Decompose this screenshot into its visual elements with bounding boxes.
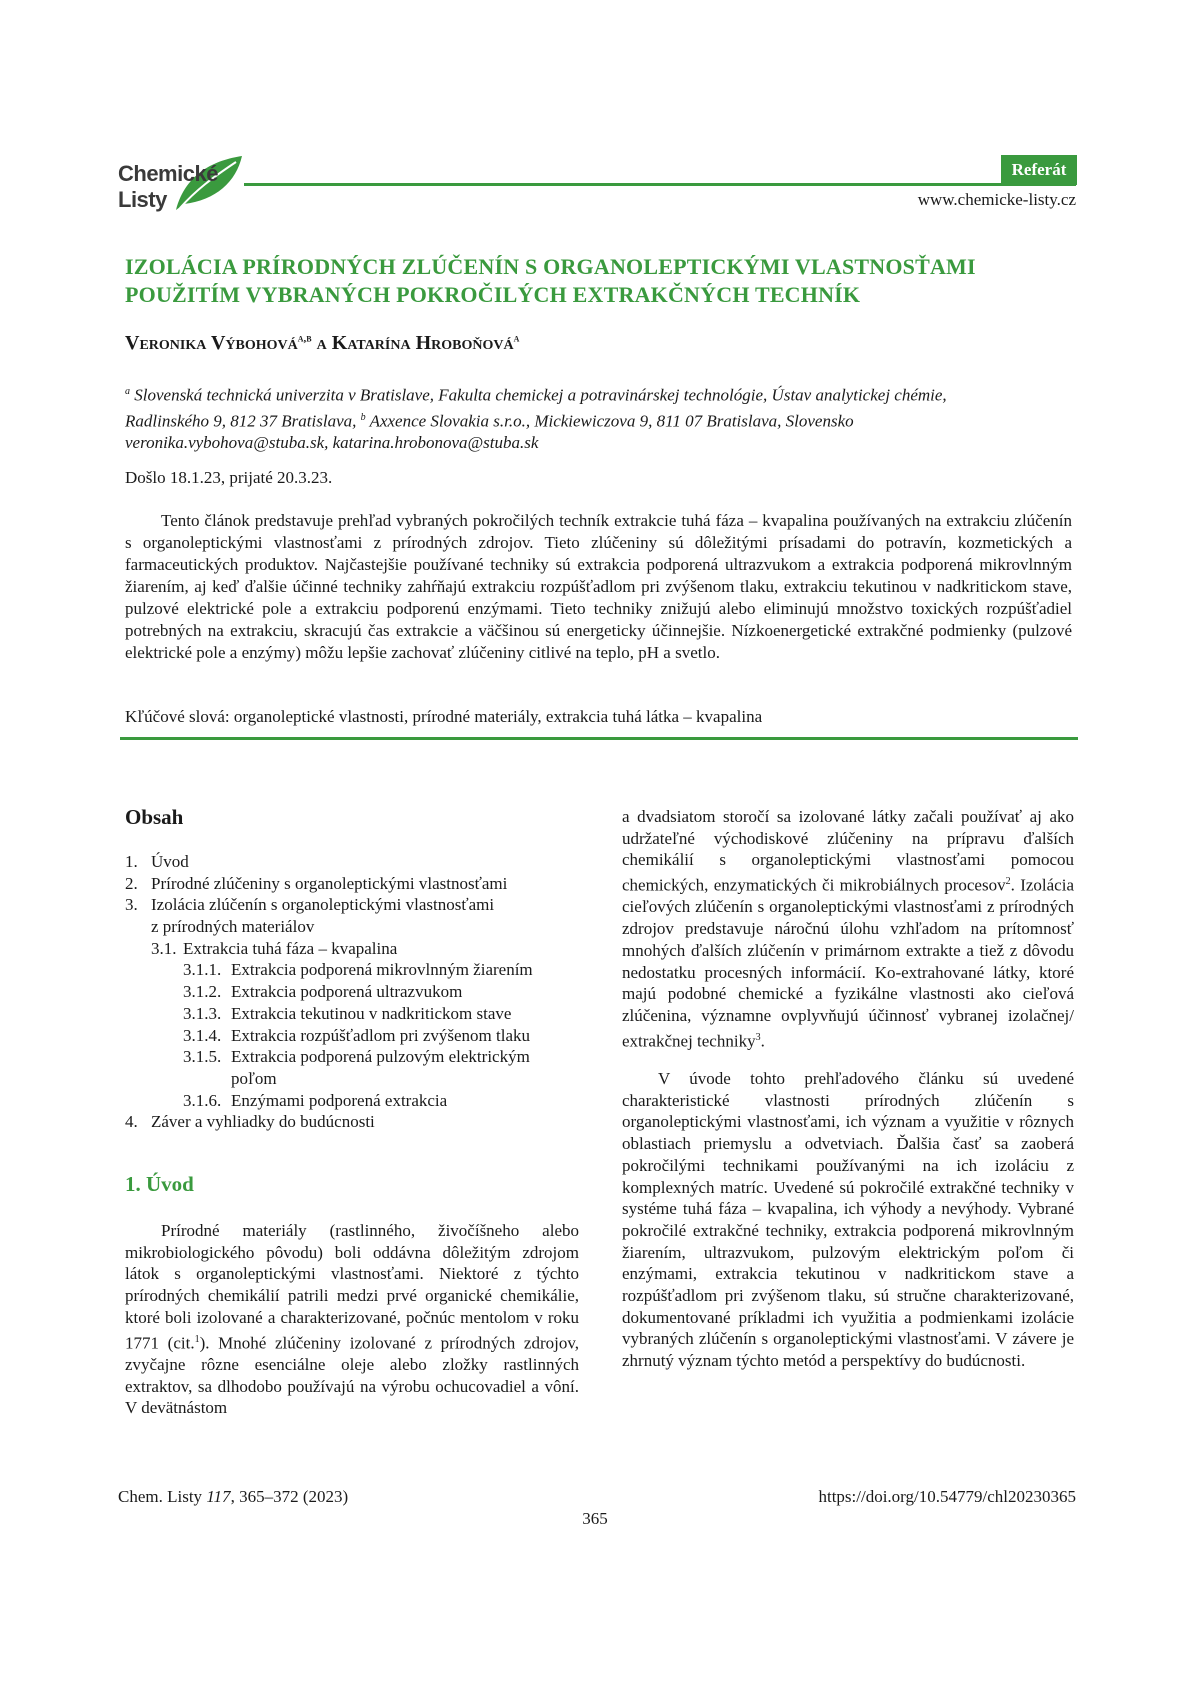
- toc-item-label: Úvod: [151, 852, 189, 871]
- toc-item-number: 3.1.6.: [183, 1090, 222, 1110]
- author-conjunction: a: [311, 332, 332, 354]
- journal-logo: [118, 152, 248, 214]
- affil-b-marker: b: [360, 411, 366, 423]
- toc-item-label: poľom: [231, 1068, 277, 1088]
- citation-2[interactable]: 2: [1005, 876, 1011, 888]
- section-1-heading: 1. Úvod: [125, 1172, 194, 1196]
- toc-item-number: 3.1.3.: [183, 1003, 222, 1023]
- intro-paragraph-1-continued: [622, 806, 1074, 1052]
- toc-item-label: Izolácia zlúčenín s organoleptickými vlastnosťami: [151, 895, 495, 915]
- toc-item-number: 3.1.2.: [183, 982, 222, 1002]
- toc-item-label: Extrakcia podporená ultrazvukom: [231, 982, 463, 1002]
- toc-item-number: 3.: [125, 895, 138, 915]
- intro-paragraph-1: [125, 1220, 579, 1419]
- journal-name: Chem. Listy: [118, 1487, 207, 1506]
- toc-item[interactable]: [125, 894, 585, 916]
- authors: [125, 332, 519, 355]
- author-2: Katarína Hroboňová: [331, 332, 514, 354]
- logo-text-line2: Listy: [118, 187, 167, 212]
- toc-item[interactable]: [125, 1003, 585, 1025]
- toc-item[interactable]: [125, 1046, 585, 1068]
- toc-item-label: Enzýmami podporená extrakcia: [231, 1090, 448, 1110]
- doi-link[interactable]: https://doi.org/10.54779/chl20230365: [818, 1487, 1076, 1506]
- author-1-affil: a,b: [297, 332, 312, 345]
- toc-item-number: 4.: [125, 1112, 138, 1132]
- affiliations: [125, 381, 1085, 454]
- toc-item-number: 1.: [125, 852, 138, 871]
- toc-item-label: Záver a vyhliadky do budúcnosti: [151, 1112, 375, 1132]
- logo-text-line1: Chemické: [118, 161, 218, 186]
- article-title: [125, 253, 1085, 309]
- toc-item-number: 3.1.1.: [183, 960, 222, 980]
- toc-item[interactable]: [125, 981, 585, 1003]
- journal-pages: , 365–372 (2023): [230, 1487, 349, 1506]
- affil-line-2a: Radlinského 9, 812 37 Bratislava,: [125, 411, 361, 431]
- toc-item-label: Extrakcia podporená mikrovlnným žiarením: [231, 960, 533, 980]
- author-2-affil: a: [513, 332, 520, 345]
- author-emails[interactable]: veronika.vybohova@stuba.sk, katarina.hrobonova@stuba.sk: [125, 433, 539, 453]
- toc-item[interactable]: [125, 851, 585, 873]
- header-rule: [244, 183, 1076, 186]
- intro-paragraph-2: V úvode tohto prehľadového článku sú uvedené charakteristické vlastnosti prírodných zlúčenín s organoleptickými vlastnosťami, ich význam a využitie v rôznych oblastiach priemyslu a odvetviach. Ďalšia časť sa zaoberá pokročilými technikami používanými na ich izoláciu z komplexných matríc. Uvedené sú pokročilé extrakčné techniky v systéme tuhá fáza – kvapalina, ich výhody a nevýhody. Vybrané pokročilé extrakčné techniky, extrakcia podporená mikrovlnným žiarením, ultrazvukom, pulzovým elektrickým poľom či enzýmami, extrakcia tekutinou v nadkritickom stave a rozpúšťadlom pri zvýšenom tlaku, sú stručne charakterizované, dokumentované príkladmi ich využitia a podmienkami izolácie vybraných zlúčenín s organoleptickými vlastnosťami. V závere je zhrnutý význam týchto metód a perspektívy do budúcnosti.: [622, 1069, 1074, 1371]
- toc-item-label: Extrakcia tekutinou v nadkritickom stave: [231, 1003, 512, 1023]
- toc-item-label: Prírodné zlúčeniny s organoleptickými vlastnosťami: [151, 873, 508, 893]
- affil-line-2b: Axxence Slovakia s.r.o., Mickiewiczova 9, 811 07 Bratislava, Slovensko: [365, 411, 854, 431]
- page-number: 365: [582, 1509, 608, 1528]
- toc-item[interactable]: [125, 1111, 585, 1133]
- intro-p1-text-a: Prírodné materiály (rastlinného, živočíšneho alebo mikrobiologického pôvodu) boli oddávna dôležitým zdrojom látok s organoleptickými vlastnosťami. Niektoré z týchto prírodných chemikálií patrili medzi prvé organické chemikálie, ktoré boli izolované a charakterizované, počnúc mentolom v roku 1771 (cit.: [125, 1221, 579, 1353]
- toc-item-number: 3.1.4.: [183, 1025, 222, 1045]
- intro-p1-text-b: ). Mnohé zlúčeniny izolované z prírodných zdrojov, zvyčajne rôzne esenciálne oleje alebo zložky rastlinných extraktov, sa dlhodobo používajú na výrobu ochucovadiel a vôní. V devätnástom: [125, 1333, 580, 1418]
- affil-a-marker: a: [125, 386, 130, 397]
- intro-p2-text-a: a dvadsiatom storočí sa izolované látky začali používať aj ako udržateľné východiskové zlúčeniny na prípravu ďalších chemikálií s organoleptickými vlastnosťami pomocou chemických, enzymatických či mikrobiálnych procesov: [622, 807, 1074, 895]
- toc-item-label: Extrakcia podporená pulzovým elektrickým: [231, 1047, 530, 1067]
- toc-item-number: 2.: [125, 873, 138, 893]
- toc-item-label: z prírodných materiálov: [151, 917, 315, 937]
- toc-item-label: Extrakcia tuhá fáza – kvapalina: [183, 938, 398, 958]
- journal-citation: [118, 1487, 348, 1507]
- keywords: Kľúčové slová: organoleptické vlastnosti, prírodné materiály, extrakcia tuhá látka – kvapalina: [125, 707, 763, 726]
- table-of-contents: [125, 851, 585, 1133]
- website-link[interactable]: www.chemicke-listy.cz: [917, 190, 1076, 209]
- toc-item[interactable]: [125, 1025, 585, 1047]
- received-dates: Došlo 18.1.23, prijaté 20.3.23.: [125, 468, 333, 487]
- toc-item-label: Extrakcia rozpúšťadlom pri zvýšenom tlaku: [231, 1025, 531, 1045]
- intro-p2-text-c: .: [760, 1031, 765, 1051]
- toc-item[interactable]: [125, 1068, 585, 1090]
- affil-line-1: Slovenská technická univerzita v Bratislave, Fakulta chemickej a potravinárskej technológie, Ústav analytickej chémie,: [130, 385, 947, 405]
- citation-3[interactable]: 3: [755, 1031, 761, 1043]
- toc-item[interactable]: [125, 959, 585, 981]
- toc-item-number: 3.1.: [151, 938, 177, 958]
- keywords-rule: [120, 737, 1078, 740]
- toc-item-number: 3.1.5.: [183, 1047, 222, 1067]
- toc-item[interactable]: [125, 938, 585, 960]
- title-line-1: IZOLÁCIA PRÍRODNÝCH ZLÚČENÍN S ORGANOLEPTICKÝMI VLASTNOSŤAMI: [125, 254, 976, 279]
- journal-volume: 117: [206, 1487, 231, 1506]
- toc-item[interactable]: [125, 873, 585, 895]
- title-line-2: POUŽITÍM VYBRANÝCH POKROČILÝCH EXTRAKČNÝCH TECHNÍK: [125, 282, 861, 307]
- author-1: Veronika Výbohová: [125, 332, 298, 354]
- abstract: Tento článok predstavuje prehľad vybraných pokročilých techník extrakcie tuhá fáza – kvapalina používaných na extrakciu zlúčenín s organoleptickými vlastnosťami z prírodných zdrojov. Tieto zlúčeniny sú dôležitými prísadami do potravín, kozmetických a farmaceutických produktov. Najčastejšie používané techniky sú extrakcia podporená ultrazvukom a extrakcia podporená mikrovlnným žiarením, aj keď ďalšie účinné techniky zahŕňajú extrakciu rozpúšťadlom pri zvýšenom tlaku, extrakciu tekutinou v nadkritickom stave, pulzové elektrické pole a extrakciu podporenú enzýmami. Tieto techniky znižujú alebo eliminujú množstvo toxických rozpúšťadiel potrebných na extrakciu, skracujú čas extrakcie a väčšinou sú energeticky účinnejšie. Nízkoenergetické extrakčné podmienky (pulzové elektrické pole a enzýmy) môžu lepšie zachovať zlúčeniny citlivé na teplo, pH a svetlo.: [125, 511, 1072, 662]
- intro-p2-text-b: . Izolácia cieľových zlúčenín s organoleptickými vlastnosťami z prírodných zdrojov predstavuje náročnú úlohu vzhľadom na prítomnosť mnohých ďalších zlúčenín v primárnom extrakte a tiež z dôvodu nedostatku procesných informácií. Ko-extrahované látky, ktoré majú podobné chemické a fyzikálne vlastnosti ako cieľová zlúčenina, významne ovplyvňujú účinnosť vybranej izolačnej/ extrakčnej techniky: [622, 875, 1074, 1051]
- article-type-badge: Referát: [1001, 155, 1077, 185]
- toc-heading: Obsah: [125, 805, 184, 829]
- toc-item[interactable]: [125, 1090, 585, 1112]
- citation-1[interactable]: 1: [194, 1333, 200, 1345]
- toc-item[interactable]: [125, 916, 585, 938]
